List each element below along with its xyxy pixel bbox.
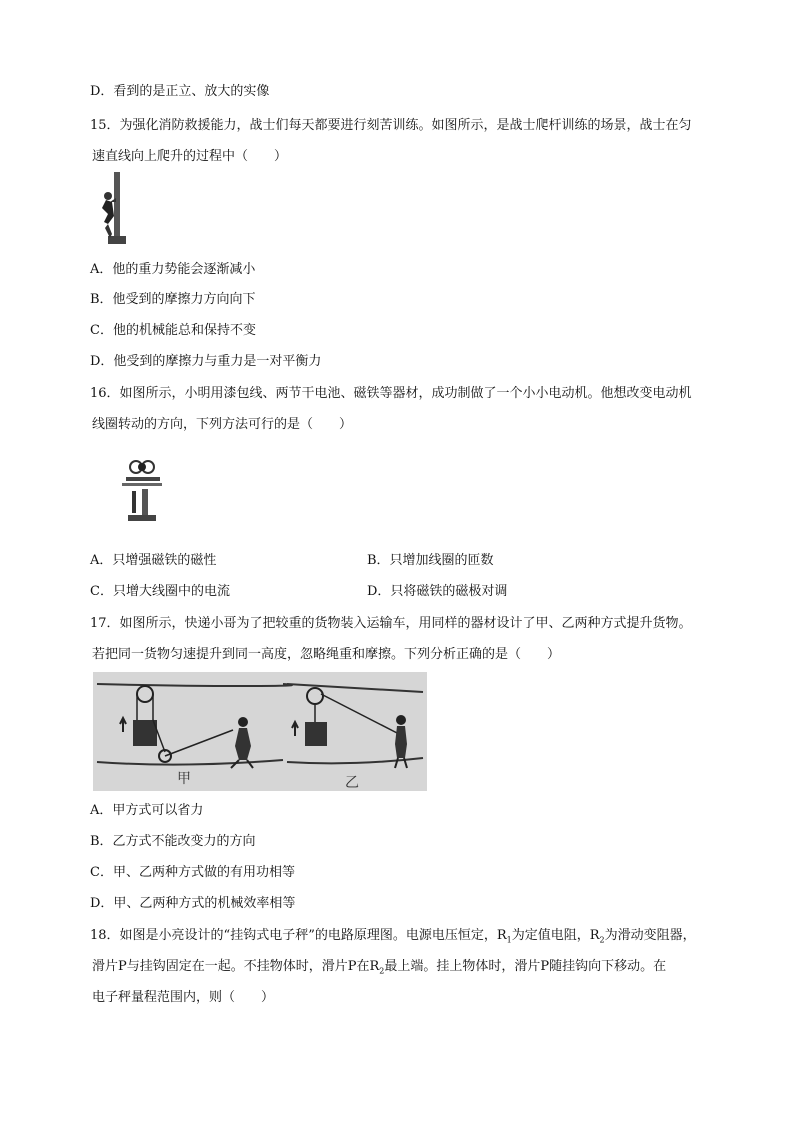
q17-option-b: B．乙方式不能改变力的方向 [90, 834, 256, 849]
q18-stem-line3: 电子秤量程范围内，则（ ） [92, 990, 275, 1005]
q16-motor-figure [118, 455, 164, 527]
q17-option-a: A．甲方式可以省力 [90, 803, 204, 818]
q17-pulley-figure [93, 672, 427, 791]
q15-stem-line1: 15．为强化消防救援能力，战士们每天都要进行刻苦训练。如图所示，是战士爬杆训练的场景，战士在匀 [90, 118, 692, 133]
q16-option-d: D．只将磁铁的磁极对调 [367, 584, 508, 599]
q17-option-d: D．甲、乙两种方式的机械效率相等 [90, 896, 296, 911]
q15-pole-climber-figure [96, 172, 132, 246]
q17-stem-line2: 若把同一货物匀速提升到同一高度，忽略绳重和摩擦。下列分析正确的是（ ） [92, 647, 561, 662]
q15-option-c: C．他的机械能总和保持不变 [90, 323, 256, 338]
q16-option-c: C．只增大线圈中的电流 [90, 584, 230, 599]
q18-stem-line2: 滑片P与挂钩固定在一起。不挂物体时，滑片P在$R_2$最上端。挂上物体时，滑片P随挂钩向下移动。在 [92, 959, 667, 976]
q16-stem-line2: 线圈转动的方向，下列方法可行的是（ ） [92, 417, 353, 432]
q18-stem-line1: 18．如图是小亮设计的“挂钩式电子秤”的电路原理图。电源电压恒定，$R_1$为定值电阻，$R_2$为滑动变阻器， [90, 928, 696, 945]
q17-stem-line1: 17．如图所示，快递小哥为了把较重的货物装入运输车，用同样的器材设计了甲、乙两种方式提升货物。 [90, 616, 692, 631]
q15-option-a: A．他的重力势能会逐渐减小 [90, 262, 256, 277]
q16-stem-line1: 16．如图所示，小明用漆包线、两节干电池、磁铁等器材，成功制做了一个小小电动机。他想改变电动机 [90, 386, 692, 401]
q17-option-c: C．甲、乙两种方式做的有用功相等 [90, 865, 295, 880]
q17-figure-label-yi: 乙 [345, 775, 359, 791]
q16-option-a: A．只增强磁铁的磁性 [90, 553, 217, 568]
q15-option-b: B．他受到的摩擦力方向向下 [90, 292, 256, 307]
q16-option-b: B．只增加线圈的匝数 [367, 553, 494, 568]
q17-figure-label-jia: 甲 [177, 771, 191, 787]
q15-option-d: D．他受到的摩擦力与重力是一对平衡力 [90, 354, 322, 369]
q14-option-d: D．看到的是正立、放大的实像 [90, 84, 270, 99]
q15-stem-line2: 速直线向上爬升的过程中（ ） [92, 149, 288, 164]
